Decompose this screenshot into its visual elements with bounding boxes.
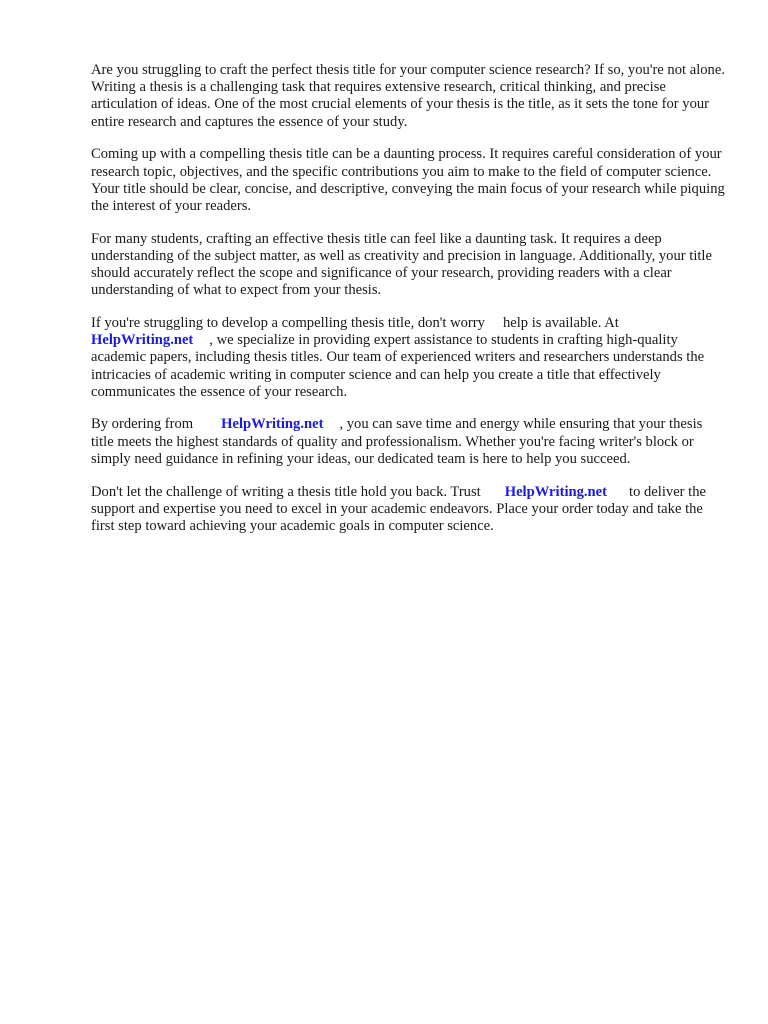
paragraph-text: By ordering from — [91, 416, 194, 433]
paragraph-text: to deliver the support and expertise you need to excel in your academic endeavors. Place your order today and take the first step toward achieving your academic goals in computer science. — [91, 483, 707, 534]
paragraph-trust — [91, 484, 727, 536]
document-body — [91, 62, 727, 551]
helpwriting-link[interactable]: HelpWriting.net — [504, 483, 608, 500]
paragraph-text: , we specialize in providing expert assistance to students in crafting high-quality academic papers, including thesis titles. Our team of experienced writers and researchers understands the intricacies of academic writing in computer science and can help you create a title that effectively communicates the essence of your research. — [91, 332, 705, 400]
helpwriting-link[interactable]: HelpWriting.net — [91, 332, 194, 349]
paragraph-daunting-task: For many students, crafting an effective thesis title can feel like a daunting task. It requires a deep understanding of the subject matter, as well as creativity and precision in language. Additionally, your title should accurately reflect the scope and significance of your research, providing readers with a clear understanding of what to expect from your thesis. — [91, 230, 712, 299]
paragraph-text: , you can save time and energy while ensuring that your thesis title meets the highest standards of quality and professionalism. Whether you're facing writer's block or simply need guidance in refining your ideas, our dedicated team is here to help you succeed. — [91, 416, 703, 467]
paragraph-intro: Are you struggling to craft the perfect thesis title for your computer science research? If so, you're not alone. Writing a thesis is a challenging task that requires extensive research, critical thinking, and precise articulation of ideas. One of the most crucial elements of your thesis is the title, as it sets the tone for your entire research and captures the essence of your study. — [91, 62, 725, 130]
paragraph-text: help is available. At — [502, 314, 619, 331]
paragraph-compelling-title: Coming up with a compelling thesis title can be a daunting process. It requires careful consideration of your research topic, objectives, and the specific contributions you aim to make to the field of computer science. Your title should be clear, concise, and descriptive, conveying the main focus of your research while piquing the interest of your readers. — [91, 146, 725, 214]
paragraph-ordering — [91, 416, 727, 468]
paragraph-text: If you're struggling to develop a compelling thesis title, don't worry — [91, 314, 485, 331]
helpwriting-link[interactable]: HelpWriting.net — [221, 416, 324, 433]
paragraph-text: Don't let the challenge of writing a thesis title hold you back. Trust — [91, 483, 481, 500]
paragraph-help-available — [91, 315, 727, 401]
